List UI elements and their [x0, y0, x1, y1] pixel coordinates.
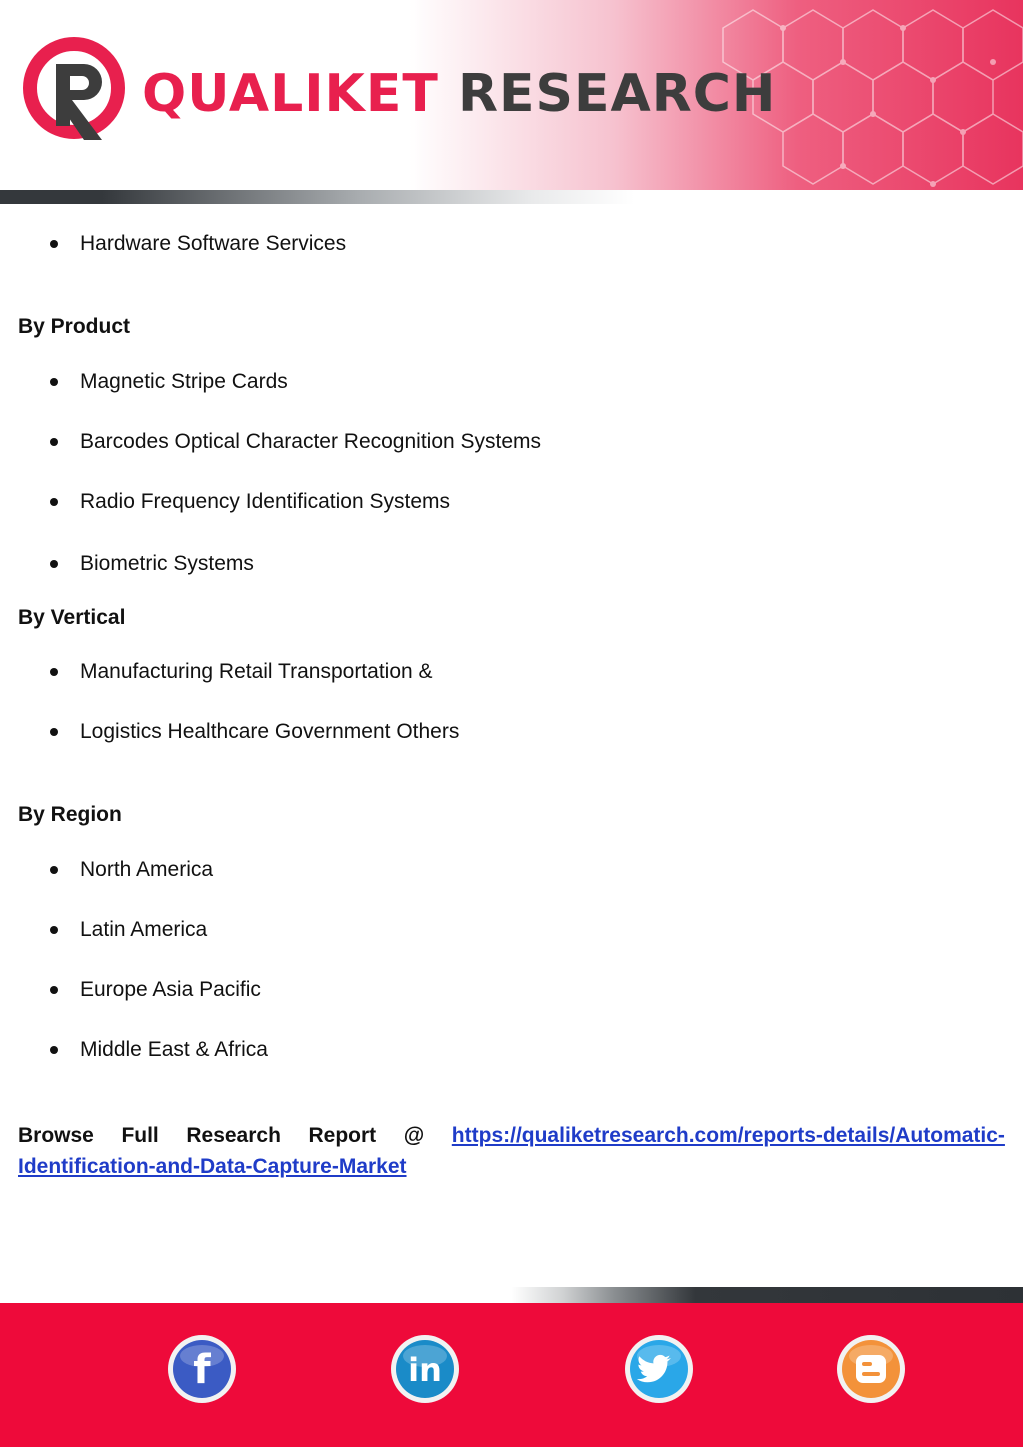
bullet-icon: [50, 240, 58, 248]
report-link-part-2[interactable]: Identification-and-Data-Capture-Market: [18, 1155, 407, 1178]
svg-text:in: in: [408, 1351, 442, 1389]
twitter-icon[interactable]: [624, 1334, 694, 1404]
bullet-icon: [50, 986, 58, 994]
browse-word: Report: [308, 1124, 377, 1147]
linkedin-icon[interactable]: [390, 1334, 460, 1404]
browse-word: @: [403, 1124, 425, 1147]
browse-word: Research: [186, 1124, 281, 1147]
bullet-icon: [50, 668, 58, 676]
footer-divider-bar: [0, 1287, 1023, 1303]
section-heading-product: By Product: [18, 315, 131, 338]
blogger-icon[interactable]: [836, 1334, 906, 1404]
browse-word: Full: [121, 1124, 159, 1147]
page-header: [0, 0, 1023, 190]
browse-report-paragraph: [18, 1120, 1005, 1182]
facebook-icon[interactable]: [167, 1334, 237, 1404]
section-heading-region: By Region: [18, 803, 122, 826]
browse-word: Browse: [18, 1124, 94, 1147]
bullet-icon: [50, 866, 58, 874]
bullet-icon: [50, 728, 58, 736]
report-link-part-1[interactable]: https://qualiketresearch.com/reports-details/Automatic-: [451, 1124, 1005, 1147]
qualiket-logo-icon: [22, 36, 132, 148]
brand-name-part-2: RESEARCH: [457, 64, 777, 124]
bullet-icon: [50, 438, 58, 446]
header-divider-bar: [0, 190, 1023, 204]
bullet-icon: [50, 560, 58, 568]
bullet-icon: [50, 926, 58, 934]
bullet-icon: [50, 1046, 58, 1054]
brand-name-part-1: QUALIKET: [142, 64, 439, 124]
bullet-icon: [50, 498, 58, 506]
section-heading-vertical: By Vertical: [18, 606, 126, 629]
brand-name: [142, 64, 776, 124]
svg-text:f: f: [193, 1347, 211, 1393]
bullet-icon: [50, 378, 58, 386]
